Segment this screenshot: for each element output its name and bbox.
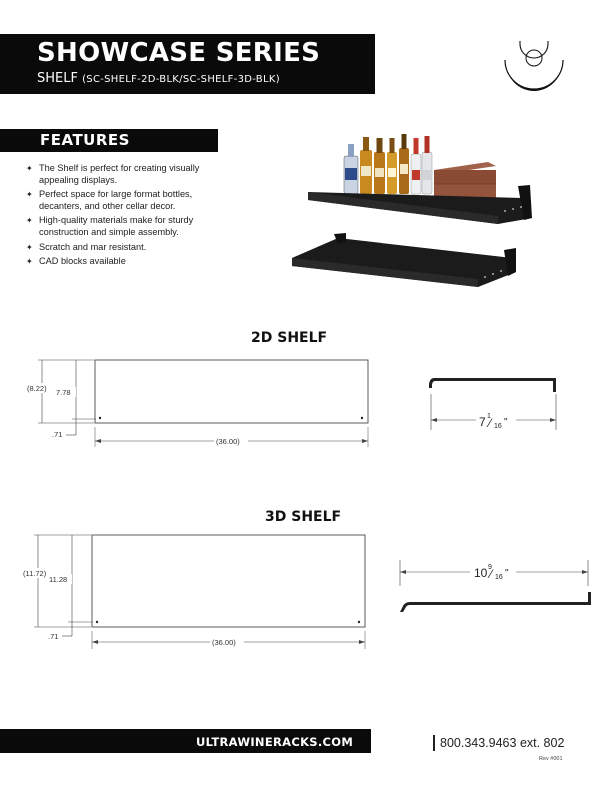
list-item: ✦ The Shelf is perfect for creating visually appealing displays. — [26, 163, 200, 185]
svg-text:⁄: ⁄ — [490, 567, 493, 581]
depth-denominator: 16 — [494, 423, 502, 430]
depth-unit: " — [505, 568, 509, 579]
list-item: ✦ CAD blocks available — [26, 256, 126, 267]
website-link[interactable]: ULTRAWINERACKS.COM — [196, 735, 354, 749]
depth-whole: 7 — [479, 415, 486, 429]
divider — [433, 735, 435, 751]
inner-height-label: 11.28 — [49, 575, 68, 584]
feature-list — [26, 163, 216, 271]
depth-numerator: 1 — [487, 413, 491, 420]
subtitle-main: SHELF — [37, 71, 78, 86]
page-title: SHOWCASE SERIES — [37, 38, 321, 68]
star-bullet-icon: ✦ — [26, 164, 33, 173]
list-item: ✦ Scratch and mar resistant. — [26, 241, 147, 252]
lower-shelf-illustration — [292, 233, 516, 287]
depth-numerator: 9 — [488, 564, 492, 571]
list-item: ✦ Perfect space for large format bottles, decanters, and other cellar decor. — [26, 189, 193, 211]
product-photo — [288, 130, 538, 300]
shelf-2d-side-drawing — [420, 372, 562, 434]
depth-whole: 10 — [474, 566, 488, 580]
depth-denominator: 16 — [495, 574, 503, 581]
shelf-2d-title: 2D SHELF — [251, 330, 328, 346]
hole-offset-label: .71 — [48, 632, 59, 641]
shelf-3d-side-drawing — [394, 558, 594, 614]
features-heading: FEATURES — [40, 131, 130, 149]
phone-number: 800.343.9463 ext. 802 — [440, 736, 565, 750]
width-label: (36.00) — [216, 437, 240, 446]
shelf-2d-front-drawing — [20, 355, 372, 447]
star-bullet-icon: ✦ — [26, 190, 33, 200]
star-bullet-icon: ✦ — [26, 242, 33, 252]
svg-text:⁄: ⁄ — [489, 416, 492, 430]
brand-logo-icon — [500, 38, 568, 94]
star-bullet-icon: ✦ — [26, 257, 33, 267]
inner-height-label: 7.78 — [56, 388, 71, 397]
subtitle-sku: (SC-SHELF-2D-BLK/SC-SHELF-3D-BLK) — [82, 74, 280, 85]
width-label: (36.00) — [212, 638, 236, 647]
shelf-3d-front-drawing — [20, 530, 372, 650]
depth-unit: " — [504, 417, 508, 428]
overall-height-label: (11.72) — [23, 569, 47, 578]
overall-height-label: (8.22) — [27, 384, 47, 393]
page-subtitle — [37, 71, 280, 86]
bottles-illustration — [344, 134, 432, 194]
star-bullet-icon: ✦ — [26, 216, 33, 226]
revision-label: Rev #001 — [539, 756, 563, 762]
shelf-3d-title: 3D SHELF — [265, 509, 342, 525]
hole-offset-label: .71 — [52, 430, 63, 439]
list-item: ✦ High-quality materials make for sturdy construction and simple assembly. — [26, 215, 194, 237]
